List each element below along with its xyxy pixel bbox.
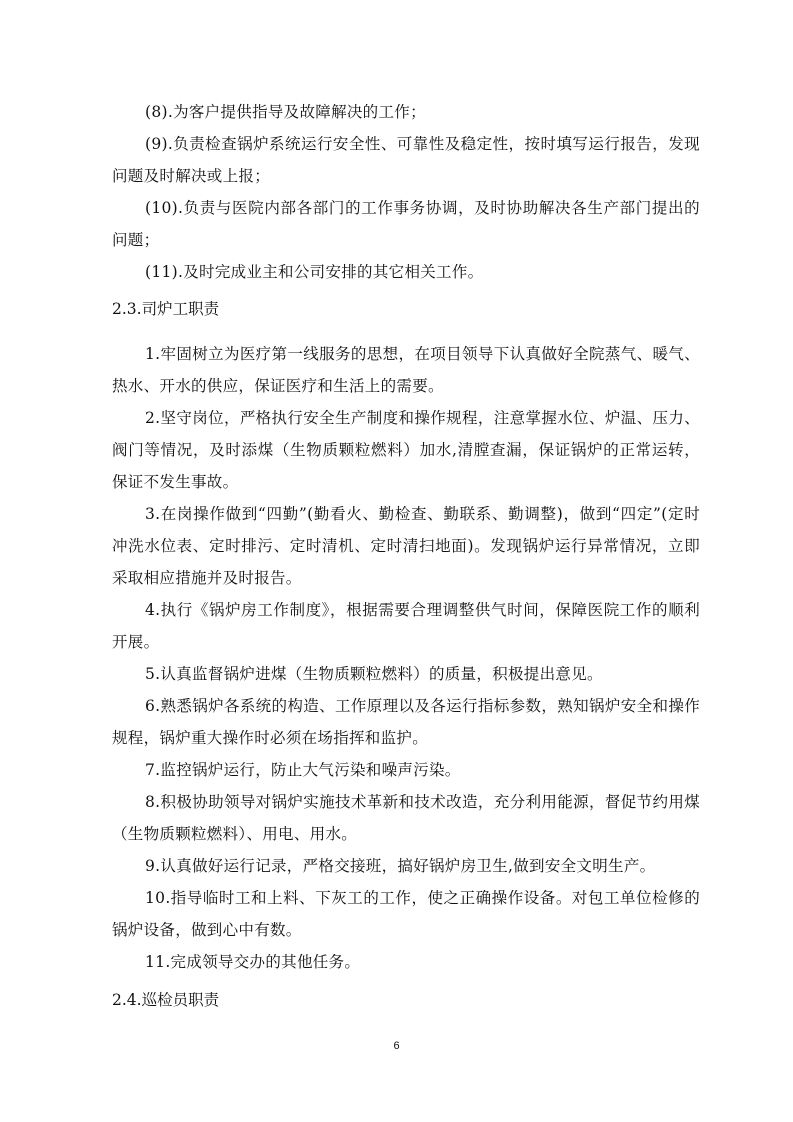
- list-item-10: (10).负责与医院内部各部门的工作事务协调，及时协助解决各生产部门提出的问题；: [112, 199, 700, 249]
- boiler-duty-9: 9.认真做好运行记录，严格交接班，搞好锅炉房卫生,做到安全文明生产。: [145, 857, 656, 875]
- boiler-duty-2: 2.坚守岗位，严格执行安全生产制度和操作规程，注意掌握水位、炉温、压力、阀门等情况，及时添煤（生物质颗粒燃料）加水,清膛查漏，保证锅炉的正常运转，保证不发生事故。: [112, 409, 700, 491]
- boiler-duty-11: 11.完成领导交办的其他任务。: [145, 953, 361, 971]
- list-item-9: (9).负责检查锅炉系统运行安全性、可靠性及稳定性，按时填写运行报告，发现问题及时解决或上报；: [112, 135, 700, 185]
- section-heading-inspector: 2.4.巡检员职责: [112, 991, 220, 1009]
- page-number: 6: [393, 1040, 400, 1052]
- list-item-11: (11).及时完成业主和公司安排的其它相关工作。: [145, 263, 484, 281]
- boiler-duty-5: 5.认真监督锅炉进煤（生物质颗粒燃料）的质量，积极提出意见。: [145, 665, 603, 683]
- boiler-duty-10: 10.指导临时工和上料、下灰工的工作，使之正确操作设备。对包工单位检修的锅炉设备，做到心中有数。: [112, 889, 700, 939]
- list-item-8: (8).为客户提供指导及故障解决的工作；: [145, 103, 426, 121]
- boiler-duty-6: 6.熟悉锅炉各系统的构造、工作原理以及各运行指标参数，熟知锅炉安全和操作规程，锅炉重大操作时必须在场指挥和监护。: [112, 697, 700, 747]
- section-heading-boiler-operator: 2.3.司炉工职责: [112, 300, 220, 318]
- boiler-duty-1: 1.牢固树立为医疗第一线服务的思想，在项目领导下认真做好全院蒸气、暖气、热水、开水的供应，保证医疗和生活上的需要。: [112, 345, 700, 395]
- boiler-duty-7: 7.监控锅炉运行，防止大气污染和噪声污染。: [145, 761, 461, 779]
- boiler-duty-3: 3.在岗操作做到“四勤”(勤看火、勤检查、勤联系、勤调整)，做到“四定”(定时冲洗水位表、定时排污、定时清机、定时清扫地面)。发现锅炉运行异常情况，立即采取相应措施并及时报告。: [112, 505, 700, 587]
- boiler-duty-8: 8.积极协助领导对锅炉实施技术革新和技术改造，充分利用能源，督促节约用煤（生物质颗粒燃料）、用电、用水。: [112, 793, 700, 843]
- boiler-duty-4: 4.执行《锅炉房工作制度》，根据需要合理调整供气时间，保障医院工作的顺利开展。: [112, 601, 700, 651]
